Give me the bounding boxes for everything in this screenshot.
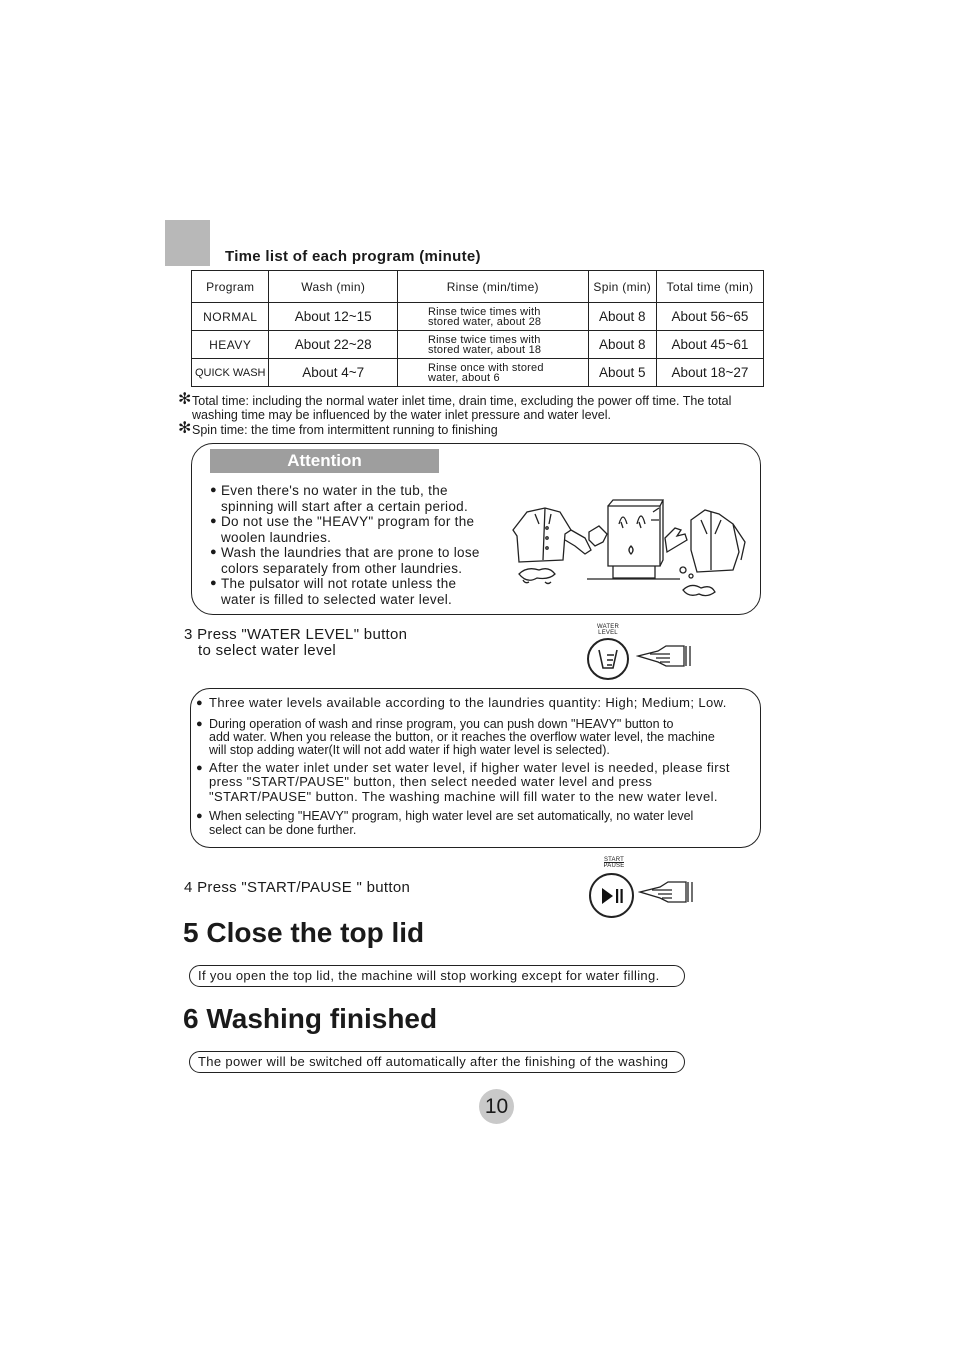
table-header-row: [192, 271, 764, 303]
program-name: QUICK WASH: [192, 359, 269, 387]
table-row: [192, 331, 764, 359]
table-row: [192, 303, 764, 331]
bullet-icon: ●: [196, 761, 204, 774]
rinse-line: water, about 6: [427, 371, 500, 384]
list-item: [210, 576, 500, 607]
bullet-icon: ●: [210, 484, 217, 496]
bullet-icon: ●: [196, 697, 204, 709]
page-number: 10: [479, 1089, 514, 1124]
play-pause-icon: [599, 886, 625, 906]
section-marker-block: [165, 220, 210, 266]
item-line: The pulsator will not rotate unless the: [221, 576, 457, 591]
bullet-icon: ●: [196, 810, 203, 822]
rinse-line: stored water, about 28: [427, 315, 542, 328]
bullet-icon: ●: [196, 717, 203, 730]
label-line: LEVEL: [598, 630, 618, 636]
rinse-time: [397, 331, 588, 359]
washing-machine-cartoon-illustration: [505, 490, 750, 602]
item-line: "START/PAUSE" button. The washing machine will fill water to the new water level.: [209, 788, 718, 804]
note-line: Total time: including the normal water inlet time, drain time, excluding the power off time. The total: [192, 394, 732, 408]
item-line: water is filled to selected water level.: [221, 591, 453, 607]
bullet-icon: ●: [210, 515, 217, 527]
close-top-lid-note: If you open the top lid, the machine will stop working except for water filling.: [189, 965, 685, 987]
wash-time: About 4~7: [269, 359, 397, 387]
program-time-table: [191, 270, 764, 387]
note-line: washing time may be influenced by the water inlet pressure and water level.: [192, 408, 611, 422]
bullet-icon: ●: [210, 546, 217, 558]
rinse-time: [397, 303, 588, 331]
washing-finished-heading: 6 Washing finished: [183, 1003, 438, 1034]
item-line: Do not use the "HEAVY" program for the: [221, 514, 475, 529]
item-line: Even there's no water in the tub, the: [221, 483, 448, 498]
item-line: When selecting "HEAVY" program, high water level are set automatically, no water level: [209, 809, 694, 823]
label-line: START: [603, 857, 625, 863]
asterisk-icon: ✻: [178, 391, 192, 408]
water-level-icon: [595, 646, 621, 672]
table-row: [192, 359, 764, 387]
list-item: [196, 761, 741, 805]
item-line: Three water levels available according to the laundries quantity: High; Medium; Low.: [209, 695, 727, 710]
wash-time: About 12~15: [269, 303, 397, 331]
wash-time: About 22~28: [269, 331, 397, 359]
start-pause-button-label: [594, 857, 634, 869]
washing-finished-note: The power will be switched off automatically after the finishing of the washing: [189, 1051, 685, 1073]
label-line: PAUSE: [603, 863, 625, 869]
item-line: will stop adding water(It will not add water if high water level is selected).: [209, 742, 610, 757]
item-line: add water. When you release the button, or it reaches the overflow water level, the machine: [209, 729, 715, 744]
note-line: Spin time: the time from intermittent running to finishing: [192, 423, 498, 437]
rinse-line: Rinse once with stored: [427, 361, 544, 374]
attention-list: [210, 483, 500, 607]
step3-instruction: [184, 627, 407, 659]
spin-time-note: [178, 420, 758, 437]
header-wash: Wash (min): [269, 271, 397, 303]
item-line: After the water inlet under set water level, if higher water level is needed, please first: [209, 759, 730, 775]
program-name: HEAVY: [192, 331, 269, 359]
pointing-hand-icon: [638, 880, 696, 904]
step3-line1: 3 Press "WATER LEVEL" button: [184, 626, 408, 643]
item-line: select can be done further.: [209, 823, 357, 837]
water-level-button-label: [588, 624, 628, 636]
list-item: [196, 809, 741, 837]
spin-time: About 5: [588, 359, 656, 387]
step4-instruction: 4 Press "START/PAUSE " button: [184, 879, 411, 896]
item-line: colors separately from other laundries.: [221, 560, 463, 576]
total-time: About 18~27: [656, 359, 763, 387]
list-item: [196, 718, 741, 757]
rinse-line: Rinse twice times with: [427, 333, 541, 346]
water-level-info-list: [196, 696, 741, 837]
list-item: [210, 514, 500, 545]
header-program: Program: [192, 271, 269, 303]
rinse-time: [397, 359, 588, 387]
bullet-icon: ●: [210, 577, 217, 589]
step3-line2: to select water level: [198, 642, 337, 659]
list-item: [196, 696, 741, 711]
item-line: woolen laundries.: [221, 529, 332, 545]
asterisk-icon: ✻: [178, 420, 192, 437]
item-line: press "START/PAUSE" button, then select needed water level and press: [209, 774, 653, 789]
start-pause-button[interactable]: [589, 873, 634, 918]
pointing-hand-icon: [636, 644, 694, 668]
rinse-line: Rinse twice times with: [427, 305, 541, 318]
rinse-line: stored water, about 18: [427, 343, 542, 356]
list-item: [210, 483, 500, 514]
spin-time: About 8: [588, 331, 656, 359]
header-total: Total time (min): [656, 271, 763, 303]
program-name: NORMAL: [192, 303, 269, 331]
time-list-title: Time list of each program (minute): [225, 248, 481, 265]
total-time-note: [178, 391, 758, 422]
close-top-lid-heading: 5 Close the top lid: [183, 917, 425, 948]
total-time: About 56~65: [656, 303, 763, 331]
attention-title: Attention: [210, 449, 439, 473]
total-time: About 45~61: [656, 331, 763, 359]
header-spin: Spin (min): [588, 271, 656, 303]
water-level-button[interactable]: [587, 638, 629, 680]
header-rinse: Rinse (min/time): [397, 271, 588, 303]
item-line: During operation of wash and rinse program, you can push down "HEAVY" button to: [209, 716, 674, 731]
item-line: Wash the laundries that are prone to lose: [221, 545, 480, 560]
list-item: [210, 545, 500, 576]
spin-time: About 8: [588, 303, 656, 331]
item-line: spinning will start after a certain period.: [221, 498, 469, 514]
label-line: WATER: [597, 624, 619, 630]
